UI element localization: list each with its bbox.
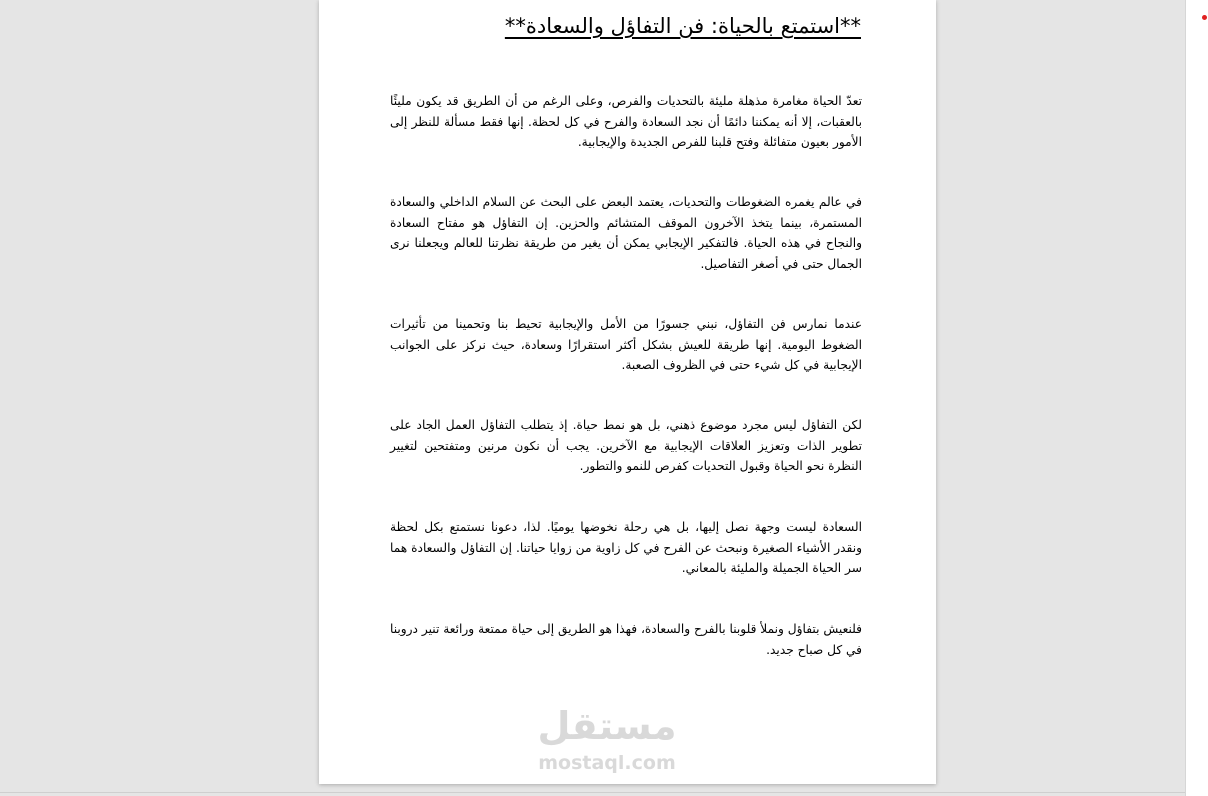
watermark-url: mostaql.com bbox=[538, 752, 676, 774]
paragraph-5: السعادة ليست وجهة نصل إليها، بل هي رحلة نخوضها يوميًا. لذا، دعونا نستمتع بكل لحظة ونقدر الأشياء الصغيرة ونبحث عن الفرح في كل زاوية من زوايا حياتنا. إن التفاؤل والسعادة هما سر الحياة الجميلة والمليئة بالمعاني. bbox=[390, 520, 862, 575]
paragraph-1: تعدّ الحياة مغامرة مذهلة مليئة بالتحديات والفرص، وعلى الرغم من أن الطريق قد يكون مليئًا بالعقبات، إلا أنه يمكننا دائمًا أن نجد السعادة والفرح في كل لحظة. إنها فقط مسألة للنظر إلى الأمور بعيون متفائلة وفتح قلبنا للفرص الجديدة والإيجابية. bbox=[390, 94, 862, 149]
paragraph-6: فلنعيش بتفاؤل ونملأ قلوبنا بالفرح والسعادة، فهذا هو الطريق إلى حياة ممتعة ورائعة تنير دروبنا في كل صباح جديد. bbox=[390, 622, 862, 657]
side-panel bbox=[1185, 0, 1208, 796]
bottom-divider bbox=[0, 792, 1185, 793]
watermark-logo-text: مستقل bbox=[537, 704, 677, 748]
document-page bbox=[319, 0, 936, 784]
paragraph-2: في عالم يغمره الضغوطات والتحديات، يعتمد البعض على البحث عن السلام الداخلي والسعادة المستمرة، بينما يتخذ الآخرون الموقف المتشائم والحزين. إن التفاؤل هو مفتاح السعادة والنجاح في هذه الحياة. فالتفكير الإيجابي يمكن أن يغير من طريقة نظرتنا للعالم ويجعلنا نرى الجمال حتى في أصغر التفاصيل. bbox=[390, 195, 862, 271]
paragraph-4: لكن التفاؤل ليس مجرد موضوع ذهني، بل هو نمط حياة. إذ يتطلب التفاؤل العمل الجاد على تطوير الذات وتعزيز العلاقات الإيجابية مع الآخرين. يجب أن نكون مرنين ومتفتحين لتغيير النظرة نحو الحياة وقبول التحديات كفرص للنمو والتطور. bbox=[390, 418, 862, 473]
document-title: **استمتع بالحياة: فن التفاؤل والسعادة** bbox=[504, 14, 861, 38]
paragraph-3: عندما نمارس فن التفاؤل، نبني جسورًا من الأمل والإيجابية تحيط بنا وتحمينا من تأثيرات الضغوط اليومية. إنها طريقة للعيش بشكل أكثر استقرارًا وسعادة، حيث نركز على الجوانب الإيجابية في كل شيء حتى في الظروف الصعبة. bbox=[390, 317, 862, 372]
mostaql-watermark bbox=[527, 700, 687, 774]
red-dot-marker-icon bbox=[1202, 15, 1207, 20]
